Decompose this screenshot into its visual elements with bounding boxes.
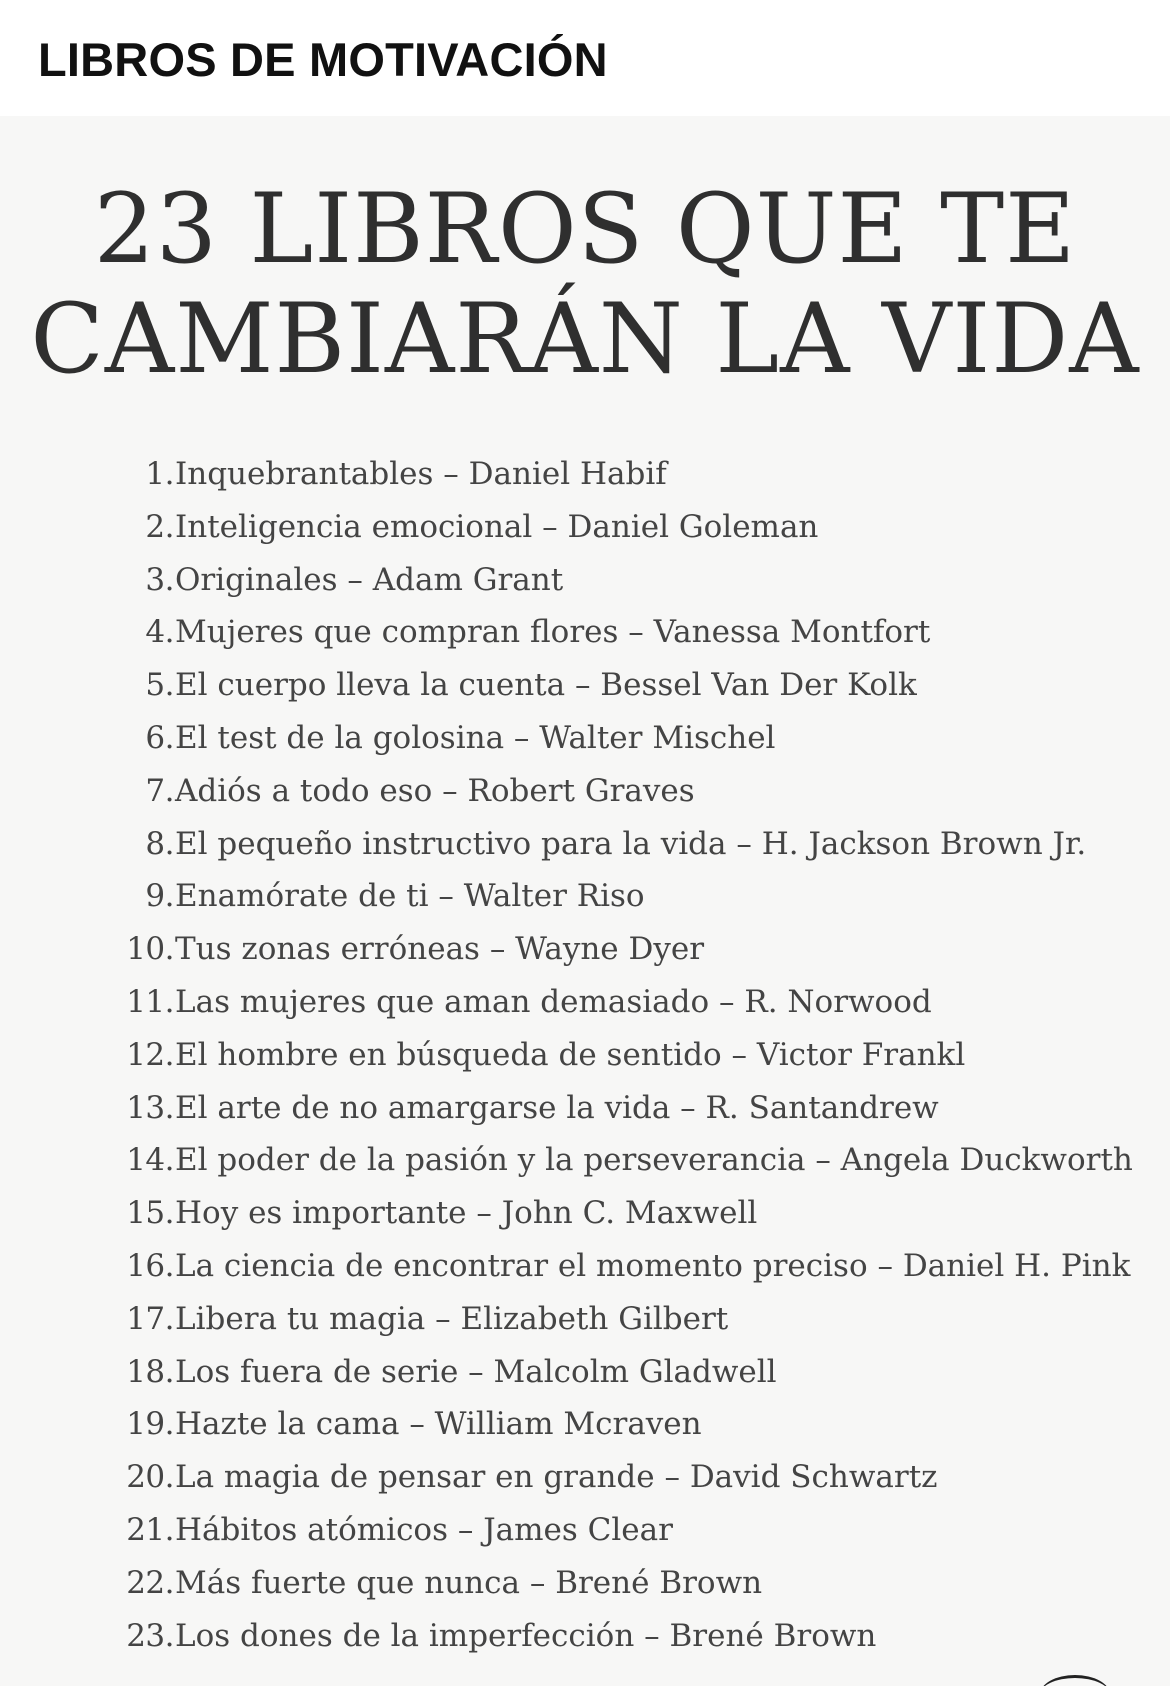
book-number: 22. (126, 1564, 174, 1601)
book-list-image (0, 116, 1170, 1686)
book-title-author: Enamórate de ti – Walter Riso (175, 878, 645, 915)
book-number: 18. (126, 1353, 174, 1390)
book-title-author: Los dones de la imperfección – Brené Brown (175, 1617, 877, 1654)
book-title-author: Más fuerte que nunca – Brené Brown (175, 1564, 763, 1601)
book-title-author: Hábitos atómicos – James Clear (175, 1511, 673, 1548)
list-item (0, 1346, 1170, 1399)
post-title: LIBROS DE MOTIVACIÓN (38, 33, 608, 86)
book-title-author: El pequeño instructivo para la vida – H. Jackson Brown Jr. (175, 825, 1087, 862)
book-title-author: El poder de la pasión y la perseverancia – Angela Duckworth (175, 1142, 1133, 1179)
post-header (0, 0, 1170, 116)
book-title-author: Las mujeres que aman demasiado – R. Norwood (175, 983, 932, 1020)
list-item (0, 1451, 1170, 1504)
book-title-author: El hombre en búsqueda de sentido – Victor Frankl (175, 1036, 966, 1073)
list-item (0, 554, 1170, 607)
list-item (0, 1557, 1170, 1610)
book-number: 8. (145, 825, 174, 862)
book-number: 16. (126, 1247, 174, 1284)
list-item (0, 1504, 1170, 1557)
book-title-author: Inteligencia emocional – Daniel Goleman (175, 508, 819, 545)
list-item (0, 1398, 1170, 1451)
book-number: 7. (145, 772, 174, 809)
book-number: 20. (126, 1459, 174, 1496)
book-title-author: El test de la golosina – Walter Mischel (175, 719, 776, 756)
book-number: 3. (145, 561, 174, 598)
book-title-author: Hoy es importante – John C. Maxwell (175, 1195, 758, 1232)
book-title-author: El arte de no amargarse la vida – R. Santandrew (175, 1089, 939, 1126)
book-title-author: El cuerpo lleva la cuenta – Bessel Van Der Kolk (175, 667, 917, 704)
headline-line-1: 23 LIBROS QUE TE (93, 173, 1077, 285)
list-item (0, 1610, 1170, 1663)
book-number: 2. (145, 508, 174, 545)
book-number: 17. (126, 1300, 174, 1337)
list-item (0, 1029, 1170, 1082)
list-item (0, 923, 1170, 976)
book-title-author: Inquebrantables – Daniel Habif (175, 456, 667, 492)
list-item (0, 1082, 1170, 1135)
book-title-author: Los fuera de serie – Malcolm Gladwell (175, 1353, 777, 1390)
book-list (0, 448, 1170, 1662)
book-number: 1. (145, 456, 174, 492)
book-number: 4. (145, 614, 174, 651)
book-number: 12. (126, 1036, 174, 1073)
book-number: 10. (126, 931, 174, 968)
book-title-author: Libera tu magia – Elizabeth Gilbert (175, 1300, 729, 1337)
book-title-author: Hazte la cama – William Mcraven (175, 1406, 702, 1443)
list-item (0, 1240, 1170, 1293)
list-item (0, 606, 1170, 659)
book-number: 13. (126, 1089, 174, 1126)
book-title-author: Adiós a todo eso – Robert Graves (175, 772, 695, 809)
book-title-author: Originales – Adam Grant (175, 561, 564, 598)
list-item (0, 448, 1170, 501)
corner-mark (1040, 1675, 1110, 1686)
book-number: 15. (126, 1195, 174, 1232)
headline-line-2: CAMBIARÁN LA VIDA (30, 283, 1140, 395)
book-title-author: Tus zonas erróneas – Wayne Dyer (175, 931, 705, 968)
book-number: 14. (126, 1142, 174, 1179)
list-item (0, 712, 1170, 765)
book-title-author: Mujeres que compran flores – Vanessa Montfort (175, 614, 931, 651)
list-item (0, 1293, 1170, 1346)
list-item (0, 870, 1170, 923)
list-item (0, 765, 1170, 818)
book-number: 5. (145, 667, 174, 704)
book-number: 19. (126, 1406, 174, 1443)
book-number: 11. (126, 983, 174, 1020)
book-number: 6. (145, 719, 174, 756)
book-title-author: La magia de pensar en grande – David Schwartz (175, 1459, 938, 1496)
list-item (0, 818, 1170, 871)
book-title-author: La ciencia de encontrar el momento preciso – Daniel H. Pink (175, 1247, 1131, 1284)
book-number: 21. (126, 1511, 174, 1548)
list-item (0, 976, 1170, 1029)
book-number: 9. (145, 878, 174, 915)
list-item (0, 1187, 1170, 1240)
list-item (0, 659, 1170, 712)
list-item (0, 1134, 1170, 1187)
list-item (0, 501, 1170, 554)
book-number: 23. (126, 1617, 174, 1654)
